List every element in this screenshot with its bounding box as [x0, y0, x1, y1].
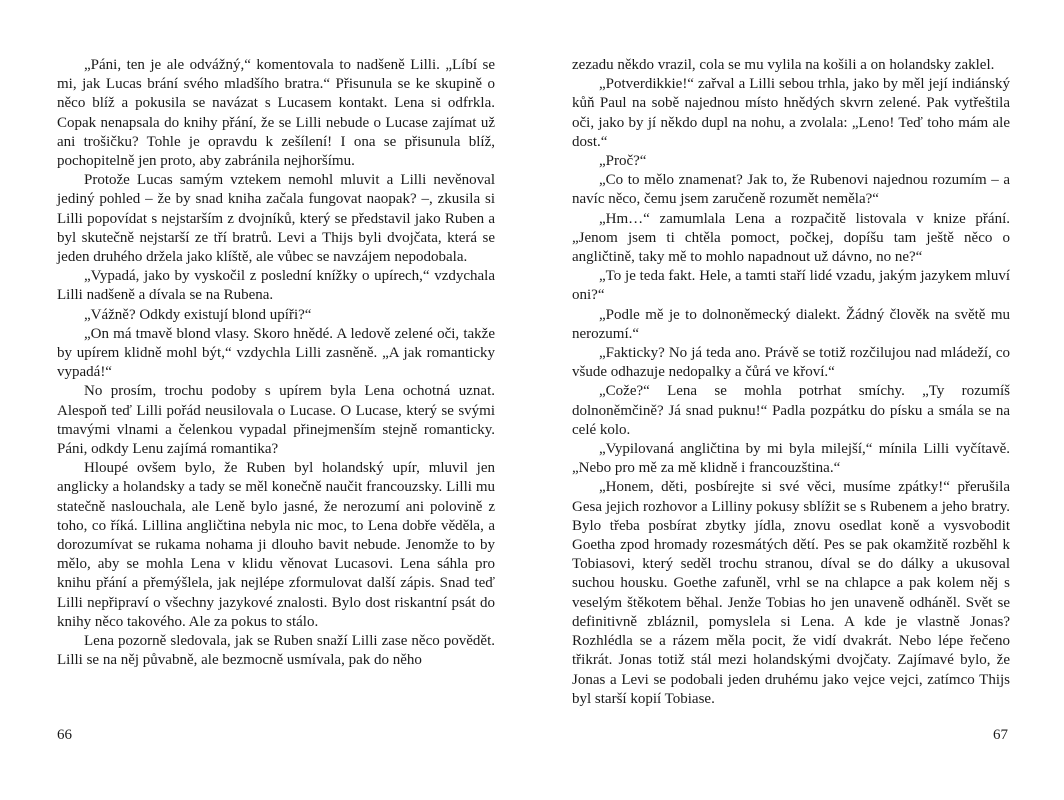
- paragraph: „Honem, děti, posbírejte si své věci, musíme zpátky!“ přerušila Gesa jejich rozhovor a Lilliny pokusy sblížit se s Rubenem a jeho bratry. Bylo třeba posbírat zbytky jídla, znovu osedlat koně a vysvobodit Goetha zpod hromady rozesmátých dětí. Pes se pak okamžitě rozběhl k Tobiasovi, který seděl trochu stranou, díval se do dálky a ukusoval suchou housku. Goethe zafuněl, vrhl se na chlapce a pak kolem něj s veselým štěkotem běhal. Jenže Tobias ho jen unaveně odháněl. Svět se definitivně zbláznil, pomyslela si Lena. A kde je vlastně Jonas? Rozhlédla se a rázem měla pocit, že vidí dvakrát. Nebo lépe řečeno třikrát. Jonas totiž stál mezi holandskými dvojčaty. Zajímavé bylo, že Jonas a Levi se podobali jeden druhému jako vejce vejci, zatímco Thijs byl starší kopií Tobiase.: [572, 479, 1010, 707]
- page-right: [532, 0, 1064, 800]
- paragraph: „Hm…“ zamumlala Lena a rozpačitě listovala v knize přání. „Jenom jsem ti chtěla pomoct, počkej, dopíšu tam ještě něco o angličtině, taky mě to mohlo napadnout už dávno, no ne?“: [572, 210, 1010, 266]
- paragraph: „Proč?“: [599, 153, 647, 170]
- paragraph: zezadu někdo vrazil, cola se mu vylila na košili a on holandsky zaklel.: [572, 57, 995, 73]
- paragraph: „Podle mě je to dolnoněmecký dialekt. Žádný člověk na světě mu nerozumí.“: [572, 306, 1010, 342]
- paragraph: „Páni, ten je ale odvážný,“ komentovala to nadšeně Lilli. „Líbí se mi, jak Lucas brání svého mladšího bratra.“ Přisunula se ke skupině o něco blíž a pokusila se navázat s Lucasem kontakt. Lena si odfrkla. Copak nenapsala do knihy přání, že se Lilli nebude o Lucase zajímat už ani trošičku? Tohle je opravdu k zešílení! I ona se přisunula blíž, pochopitelně jen proto, aby zabránila nejhoršímu.: [57, 57, 495, 170]
- paragraph: Lena pozorně sledovala, jak se Ruben snaží Lilli zase něco povědět. Lilli se na něj půvabně, ale bezmocně usmívala, pak do něho: [57, 633, 495, 669]
- page-number-right: 67: [993, 727, 1008, 743]
- page-left-text-block: [57, 56, 495, 671]
- page-number-left: 66: [57, 727, 72, 743]
- paragraph: „Cože?“ Lena se mohla potrhat smíchy. „Ty rozumíš dolnoněmčině? Já snad puknu!“ Padla pozpátku do písku a smála se na celé kolo.: [572, 383, 1010, 438]
- page-right-text-block: [572, 56, 1010, 709]
- paragraph: „Vážně? Odkdy existují blond upíři?“: [84, 306, 312, 323]
- paragraph: „Fakticky? No já teda ano. Právě se totiž rozčilujou nad mládeží, co všude odhazuje nedopalky a čůrá ve křoví.“: [572, 345, 1010, 381]
- paragraph: No prosím, trochu podoby s upírem byla Lena ochotná uznat. Alespoň teď Lilli pořád neusilovala o Lucase. O Lucase, který se svými tmavými vlnami a čelenkou vypadal přinejmenším stejně romanticky. Páni, odkdy Lenu zajímá romantika?: [57, 383, 495, 458]
- paragraph: „Potverdikkie!“ zařval a Lilli sebou trhla, jako by měl její indiánský kůň Paul na sobě najednou místo hnědých skvrn zelené. Pak vytřeštila oči, jako by jí někdo dupl na nohu, a zvolala: „Leno! Teď toho mám ale dost.“: [572, 76, 1010, 150]
- paragraph: „To je teda fakt. Hele, a tamti staří lidé vzadu, jakým jazykem mluví oni?“: [572, 268, 1010, 304]
- paragraph: Protože Lucas samým vztekem nemohl mluvit a Lilli nevěnoval jediný pohled – že by snad kniha začala fungovat naopak? –, zkusila si Lilli popovídat s nejstarším z dvojníků, který se představil jako Ruben a byl skutečně nejstarší ze tří bratrů. Levi a Thijs byli dvojčata, která se jeden druhého držela jako klíště, ale vůbec se navzájem nepodobala.: [57, 172, 495, 266]
- paragraph: „Vypadá, jako by vyskočil z poslední knížky o upírech,“ vzdychala Lilli nadšeně a dívala se na Rubena.: [57, 268, 495, 304]
- paragraph: Hloupé ovšem bylo, že Ruben byl holandský upír, mluvil jen anglicky a holandsky a tady se měl konečně naučit francouzsky. Lilli mu statečně naslouchala, ale Leně bylo jasné, že nerozumí ani polovině z toho, co říká. Lillina angličtina nebyla nic moc, to Lena dobře věděla, a dorozumívat se rukama nohama ji dlouho bavit nebude. Jenomže to by mělo, aby se mohla Lena v klidu věnovat Lucasovi. Lena sáhla pro knihu přání a přemýšlela, jak nejlépe zformulovat další zápis. Snad teď Lilli nepřipraví o všechny jazykové znalosti. Bylo dost riskantní psát do knihy něco takového. Ale za pokus to stálo.: [57, 460, 495, 630]
- paragraph: „Co to mělo znamenat? Jak to, že Rubenovi najednou rozumím – a navíc něco, čemu jsem zaručeně rozumět neměla?“: [572, 172, 1010, 208]
- paragraph: „On má tmavě blond vlasy. Skoro hnědé. A ledově zelené oči, takže by upírem klidně mohl být,“ vzdychla Lilli zasněně. „A jak romanticky vypadá!“: [57, 325, 495, 381]
- paragraph: „Vypilovaná angličtina by mi byla milejší,“ mínila Lilli vyčítavě. „Nebo pro mě za mě klidně i francouzština.“: [572, 441, 1010, 477]
